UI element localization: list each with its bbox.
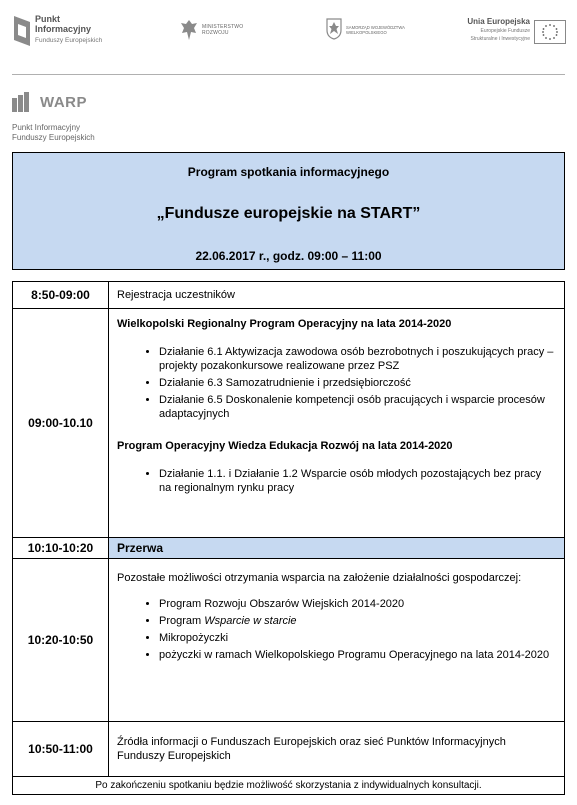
info-sources-cell: Źródła informacji o Funduszach Europejskich oraz sieć Punktów Informacyjnych Funduszy Europejskich xyxy=(109,722,565,777)
time-cell: 8:50-09:00 xyxy=(13,282,109,309)
power-list xyxy=(117,467,556,495)
schedule-row xyxy=(13,282,565,309)
list-item: • Działanie 6.3 Samozatrudnienie i przedsiębiorczość xyxy=(159,376,556,390)
samorzad-text xyxy=(346,25,405,35)
ue-text xyxy=(467,18,530,43)
program-subtitle: Program spotkania informacyjnego xyxy=(187,165,390,179)
other-support-list xyxy=(117,597,556,662)
other-support-intro: Pozostałe możliwości otrzymania wsparcia na założenie działalności gospodarczej: xyxy=(117,572,522,584)
warp-line1: Punkt Informacyjny xyxy=(12,123,81,132)
logo-bar xyxy=(0,10,577,52)
ue-line2: Europejskie Fundusze xyxy=(480,28,530,34)
punkt-logo-text xyxy=(35,14,102,46)
ministerstwo-line2: ROZWOJU xyxy=(202,30,229,36)
samorzad-line1: SAMORZĄD WOJEWÓDZTWA xyxy=(346,25,405,30)
list-item: • Program Rozwoju Obszarów Wiejskich 2014-2020 xyxy=(159,597,556,611)
list-item xyxy=(159,614,556,628)
header-divider xyxy=(12,74,565,75)
program-date: 22.06.2017 r., godz. 09:00 – 11:00 xyxy=(195,249,382,263)
time-cell: 10:50-11:00 xyxy=(13,722,109,777)
samorzad-line2: WIELKOPOLSKIEGO xyxy=(346,30,387,35)
schedule-row xyxy=(13,538,565,559)
program-title: „Fundusze europejskie na START” xyxy=(156,205,421,222)
warp-subtitle xyxy=(12,123,95,143)
consultation-note: Po zakończeniu spotkaniu będzie możliwość skorzystania z indywidualnych konsultacji. xyxy=(13,777,565,795)
warp-line2: Funduszy Europejskich xyxy=(12,133,95,142)
list-item-prefix: Program xyxy=(159,615,205,627)
schedule-row xyxy=(13,559,565,722)
programs-cell xyxy=(109,309,565,538)
power-title: Program Operacyjny Wiedza Edukacja Rozwój na lata 2014-2020 xyxy=(117,440,453,452)
warp-name: WARP xyxy=(40,94,87,111)
unia-europejska-logo xyxy=(467,17,570,52)
list-item: • Działanie 6.1 Aktywizacja zawodowa osób bezrobotnych i poszukujących pracy – projekty pozakonkursowe realizowane przez PSZ xyxy=(159,345,556,373)
time-cell: 10:20-10:50 xyxy=(13,559,109,722)
schedule-row xyxy=(13,309,565,538)
ministerstwo-text xyxy=(202,24,243,36)
list-item-italic: Wsparcie w starcie xyxy=(204,615,297,627)
ministerstwo-logo xyxy=(180,18,260,48)
time-cell: 09:00-10.10 xyxy=(13,309,109,538)
punkt-logo-line2: Informacyjny xyxy=(35,24,92,34)
footer-row xyxy=(13,777,565,795)
warp-logo-icon xyxy=(12,92,34,112)
registration-cell: Rejestracja uczestników xyxy=(109,282,565,309)
time-cell: 10:10-10:20 xyxy=(13,538,109,559)
fe-logo-icon xyxy=(14,16,30,46)
eagle-emblem-icon xyxy=(180,18,198,42)
list-item: • pożyczki w ramach Wielkopolskiego Programu Operacyjnego na lata 2014-2020 xyxy=(159,648,556,662)
list-item: • Działanie 6.5 Doskonalenie kompetencji osób pracujących i wsparcie procesów adaptacyjnych xyxy=(159,393,556,421)
list-item: • Mikropożyczki xyxy=(159,631,556,645)
ue-title: Unia Europejska xyxy=(467,17,530,26)
ue-line3: Strukturalne i Inwestycyjne xyxy=(470,36,530,42)
break-cell: Przerwa xyxy=(109,538,565,559)
other-support-cell xyxy=(109,559,565,722)
samorzad-logo xyxy=(326,18,416,48)
punkt-logo-line3: Funduszy Europejskich xyxy=(35,37,103,44)
wrpo-title: Wielkopolski Regionalny Program Operacyjny na lata 2014-2020 xyxy=(117,318,452,330)
ministerstwo-line1: MINISTERSTWO xyxy=(202,24,244,30)
punkt-logo-line1: Punkt xyxy=(35,14,61,24)
coat-of-arms-icon xyxy=(326,18,342,40)
schedule-row xyxy=(13,722,565,777)
punkt-informacyjny-logo xyxy=(14,14,124,50)
wrpo-list xyxy=(117,345,556,421)
schedule-table xyxy=(12,281,565,795)
program-header xyxy=(12,152,565,270)
warp-logo xyxy=(12,92,132,144)
list-item: • Działanie 1.1. i Działanie 1.2 Wsparcie osób młodych pozostających bez pracy na regionalnym rynku pracy xyxy=(159,467,556,495)
eu-flag-icon xyxy=(534,20,566,44)
